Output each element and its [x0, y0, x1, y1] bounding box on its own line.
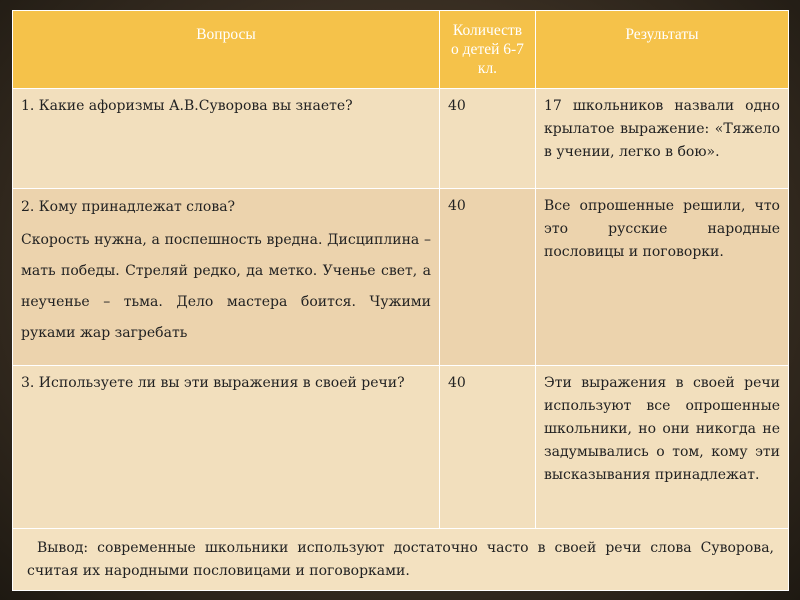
row1-count-cell	[440, 89, 536, 189]
conclusion-text: Вывод: современные школьники используют достаточно часто в своей речи слова Суворова, считая их народными пословицами и поговорками.	[27, 540, 774, 579]
row1-result: 17 школьников назвали одно крылатое выражение: «Тяжело в учении, легко в бою».	[544, 98, 780, 160]
row2-question: 2. Кому принадлежат слова?	[21, 199, 236, 215]
table-row	[13, 189, 789, 366]
row2-question-cell	[13, 189, 440, 366]
row2-quotes: Скорость нужна, а поспешность вредна. Дисциплина – мать победы. Стреляй редко, да метко. Ученье свет, а неученье – тьма. Дело мастера боится. Чужими руками жар загребать	[21, 232, 431, 341]
header-results-label: Результаты	[625, 26, 699, 43]
header-count	[440, 11, 536, 89]
row1-question-cell	[13, 89, 440, 189]
row2-count: 40	[448, 198, 466, 214]
row2-count-cell	[440, 189, 536, 366]
table-row	[13, 89, 789, 189]
row1-result-cell	[536, 89, 789, 189]
row3-result-cell	[536, 366, 789, 529]
conclusion-row	[13, 529, 789, 591]
header-questions	[13, 11, 440, 89]
table-row	[13, 366, 789, 529]
row3-result: Эти выражения в своей речи используют все опрошенные школьники, но они никогда не задумывались о том, кому эти высказывания принадлежат.	[544, 375, 780, 483]
row2-result: Все опрошенные решили, что это русские народные пословицы и поговорки.	[544, 198, 780, 260]
header-results	[536, 11, 789, 89]
row3-question-cell	[13, 366, 440, 529]
header-questions-label: Вопросы	[196, 26, 256, 43]
header-row	[13, 11, 789, 89]
slide	[12, 10, 788, 595]
row1-question: 1. Какие афоризмы А.В.Суворова вы знаете?	[21, 98, 353, 114]
survey-table	[12, 10, 789, 591]
row3-question: 3. Используете ли вы эти выражения в своей речи?	[21, 375, 405, 391]
conclusion-cell	[13, 529, 789, 591]
row3-count: 40	[448, 375, 466, 391]
row3-count-cell	[440, 366, 536, 529]
header-count-label: Количество детей 6-7 кл.	[451, 22, 524, 77]
row2-result-cell	[536, 189, 789, 366]
row1-count: 40	[448, 98, 466, 114]
